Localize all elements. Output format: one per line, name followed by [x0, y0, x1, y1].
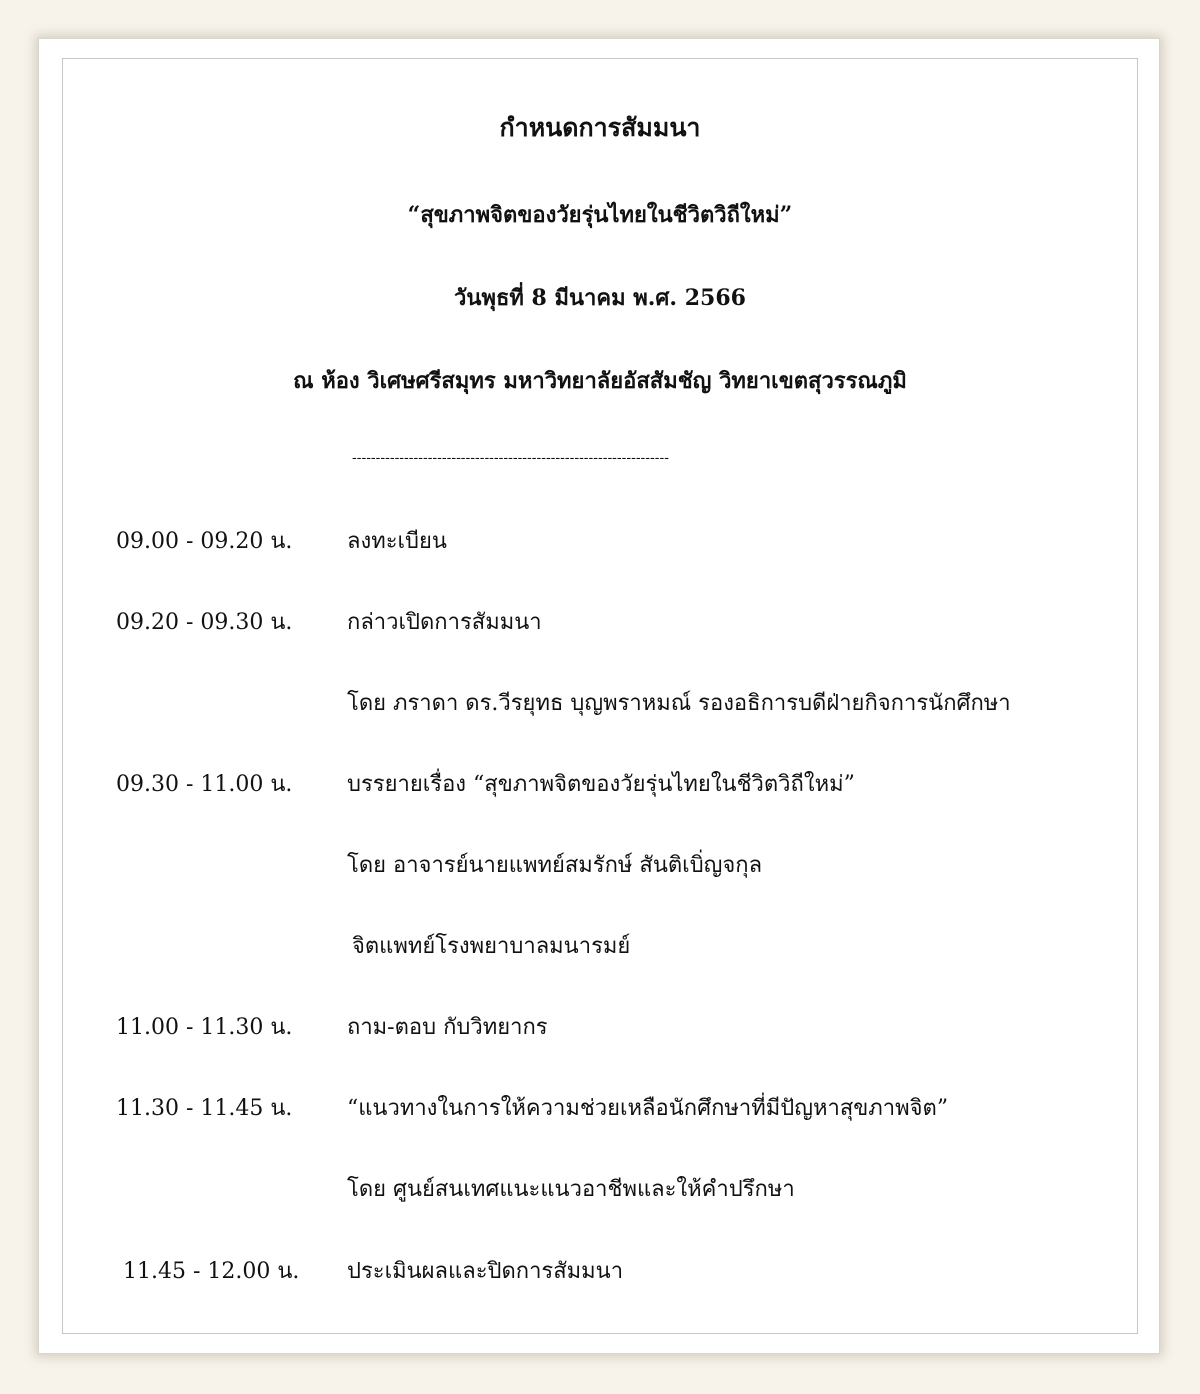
schedule-row [0, 607, 1200, 639]
schedule-time: 09.20 - 09.30 น. [116, 610, 293, 635]
schedule-description: จิตแพทย์โรงพยาบาลมนารมย์ [352, 934, 631, 959]
seminar-topic: “สุขภาพจิตของวัยรุ่นไทยในชีวิตวิถีใหม่” [407, 202, 793, 228]
schedule-description: โดย ภราดา ดร.วีรยุทธ บุญพราหมณ์ รองอธิการบดีฝ่ายกิจการนักศึกษา [347, 691, 1011, 716]
schedule-row [0, 1012, 1200, 1044]
document-title: กำหนดการสัมมนา [499, 113, 701, 142]
schedule-row [0, 688, 1200, 720]
seminar-date: วันพุธที่ 8 มีนาคม พ.ศ. 2566 [454, 285, 746, 311]
schedule-description: ลงทะเบียน [347, 529, 447, 554]
schedule-description: โดย อาจารย์นายแพทย์สมรักษ์ สันติเบิ่ญจกุล [347, 853, 763, 878]
schedule-row [0, 850, 1200, 882]
schedule-time: 09.30 - 11.00 น. [116, 772, 293, 797]
schedule-description: “แนวทางในการให้ความช่วยเหลือนักศึกษาที่มีปัญหาสุขภาพจิต” [347, 1096, 949, 1121]
schedule-time: 11.00 - 11.30 น. [116, 1015, 293, 1040]
seminar-venue: ณ ห้อง วิเศษศรีสมุทร มหาวิทยาลัยอัสสัมชัญ วิทยาเขตสุวรรณภูมิ [293, 368, 907, 394]
schedule-row [0, 931, 1200, 963]
schedule-row [0, 1174, 1200, 1206]
schedule-time: 11.30 - 11.45 น. [116, 1096, 293, 1121]
schedule-description: ถาม-ตอบ กับวิทยากร [347, 1015, 548, 1040]
section-divider: ------------------------------------------------------------------- [352, 450, 669, 466]
schedule-time: 11.45 - 12.00 น. [123, 1259, 300, 1284]
schedule-row [0, 1093, 1200, 1125]
schedule-row [0, 526, 1200, 558]
schedule-row [0, 769, 1200, 801]
schedule-time: 09.00 - 09.20 น. [116, 529, 293, 554]
schedule-row [0, 1256, 1200, 1288]
schedule-description: โดย ศูนย์สนเทศแนะแนวอาชีพและให้คำปรึกษา [347, 1177, 795, 1202]
schedule-description: บรรยายเรื่อง “สุขภาพจิตของวัยรุ่นไทยในชีวิตวิถีใหม่” [347, 772, 855, 797]
schedule-description: กล่าวเปิดการสัมมนา [347, 610, 542, 635]
schedule-description: ประเมินผลและปิดการสัมมนา [347, 1259, 624, 1284]
